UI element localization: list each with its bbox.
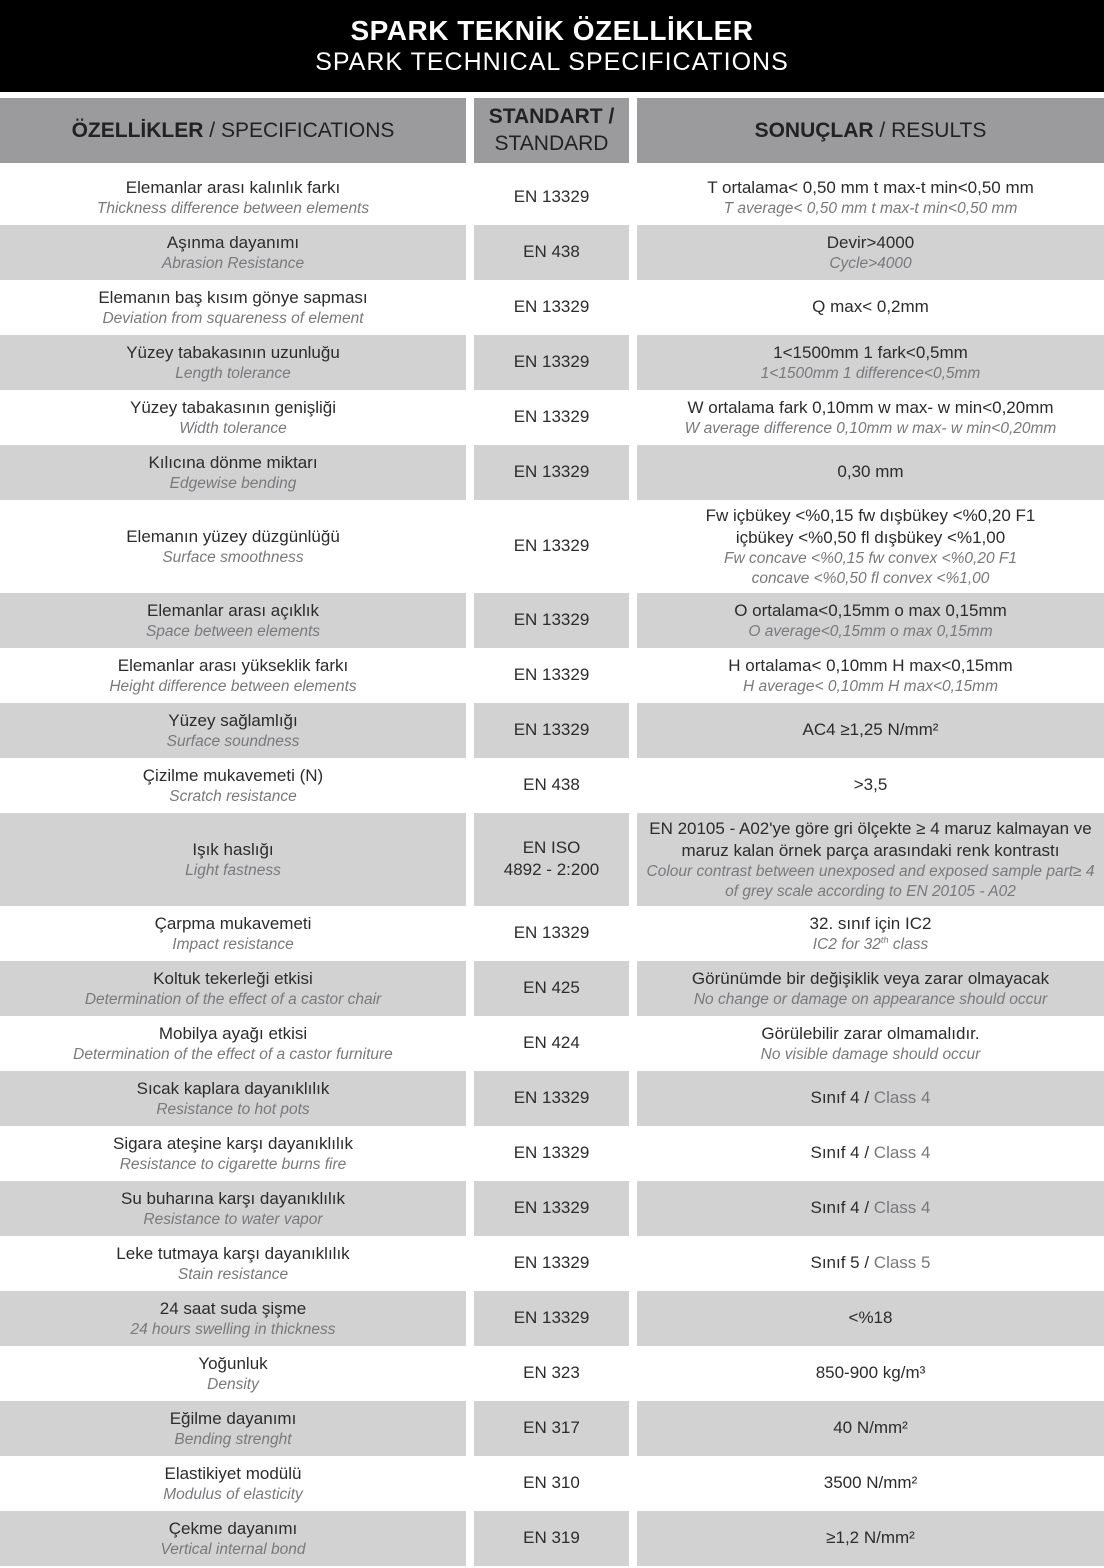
spec-cell <box>0 813 466 906</box>
column-header-specifications <box>0 98 466 163</box>
table-row <box>0 813 1104 906</box>
spec-name-tr: Işık haslığı <box>192 839 274 859</box>
spec-name-en: Light fastness <box>185 861 281 879</box>
result-value-tr: içbükey <%0,50 fl dışbükey <%1,00 <box>735 528 1006 548</box>
result-cell <box>637 1346 1104 1401</box>
result-cell <box>637 593 1104 648</box>
result-value-en: IC2 for 32th class <box>812 934 929 953</box>
table-row <box>0 1291 1104 1346</box>
result-value-tr: 1<1500mm 1 fark<0,5mm <box>773 342 968 362</box>
spec-name-en: Deviation from squareness of element <box>102 309 364 327</box>
table-row <box>0 703 1104 758</box>
result-value-tr: Devir>4000 <box>826 232 915 252</box>
standard-cell <box>474 1016 629 1071</box>
spec-name-en: Length tolerance <box>175 364 291 382</box>
standard-value: EN 310 <box>523 1473 580 1493</box>
table-row <box>0 225 1104 280</box>
table-row <box>0 335 1104 390</box>
result-cell <box>637 906 1104 961</box>
result-value-tr: AC4 ≥1,25 N/mm² <box>802 720 939 740</box>
standard-cell <box>474 813 629 906</box>
table-row <box>0 1346 1104 1401</box>
result-value-tr: Sınıf 5 / Class 5 <box>810 1253 931 1273</box>
standard-cell <box>474 335 629 390</box>
standard-cell <box>474 445 629 500</box>
standard-cell <box>474 1291 629 1346</box>
standard-value: EN 13329 <box>513 923 590 943</box>
column-header-specifications-en: SPECIFICATIONS <box>220 118 395 142</box>
page-title-en: SPARK TECHNICAL SPECIFICATIONS <box>315 48 789 77</box>
result-cell <box>637 1511 1104 1566</box>
result-value-en: No visible damage should occur <box>760 1045 981 1063</box>
column-header-specifications-sep: / <box>203 118 221 142</box>
spec-name-en: Impact resistance <box>172 935 294 953</box>
spec-name-tr: Elemanın yüzey düzgünlüğü <box>126 526 340 546</box>
result-value-tr: maruz kalan örnek parça arasındaki renk kontrastı <box>681 841 1060 861</box>
result-cell <box>637 813 1104 906</box>
standard-value: EN 13329 <box>513 665 590 685</box>
result-value-en-inline: Class 5 <box>869 1253 931 1273</box>
spec-name-tr: Elemanlar arası açıklık <box>147 600 319 620</box>
spec-name-tr: 24 saat suda şişme <box>159 1298 307 1318</box>
result-cell <box>637 1456 1104 1511</box>
spec-name-en: Thickness difference between elements <box>96 199 370 217</box>
spec-name-tr: Sigara ateşine karşı dayanıklılık <box>112 1133 353 1153</box>
standard-value: EN 13329 <box>513 1308 590 1328</box>
table-row <box>0 1071 1104 1126</box>
result-value-tr: 850-900 kg/m³ <box>815 1363 926 1383</box>
standard-value: EN 323 <box>523 1363 580 1383</box>
spec-name-en: Vertical internal bond <box>160 1540 306 1558</box>
result-value-en: T average< 0,50 mm t max-t min<0,50 mm <box>723 199 1018 217</box>
spec-cell <box>0 170 466 225</box>
spec-name-en: Height difference between elements <box>109 677 357 695</box>
standard-value: EN 425 <box>523 978 580 998</box>
result-value-tr: Sınıf 4 / Class 4 <box>810 1198 931 1218</box>
spec-name-tr: Leke tutmaya karşı dayanıklılık <box>116 1243 350 1263</box>
standard-value: EN ISO <box>522 838 581 858</box>
result-value-en: H average< 0,10mm H max<0,15mm <box>743 677 998 695</box>
spec-cell <box>0 1236 466 1291</box>
standard-cell <box>474 1126 629 1181</box>
column-header-results-en: RESULTS <box>891 118 987 142</box>
spec-name-en: Modulus of elasticity <box>163 1485 303 1503</box>
table-row <box>0 280 1104 335</box>
standard-value: EN 438 <box>523 242 580 262</box>
table-row <box>0 1401 1104 1456</box>
spec-name-tr: Yüzey sağlamlığı <box>168 710 298 730</box>
spec-name-tr: Koltuk tekerleği etkisi <box>153 968 313 988</box>
result-value-tr: Fw içbükey <%0,15 fw dışbükey <%0,20 F1 <box>705 506 1036 525</box>
spec-name-en: Space between elements <box>145 622 321 640</box>
result-value-en: No change or damage on appearance should occur <box>693 990 1048 1008</box>
standard-cell <box>474 1236 629 1291</box>
spec-cell <box>0 500 466 593</box>
result-cell <box>637 170 1104 225</box>
spec-cell <box>0 225 466 280</box>
standard-value: EN 13329 <box>513 1198 590 1218</box>
spec-name-en: Determination of the effect of a castor furniture <box>73 1045 393 1063</box>
result-value-tr: Görünümde bir değişiklik veya zarar olmayacak <box>691 968 1050 988</box>
result-cell <box>637 390 1104 445</box>
result-value-tr: Q max< 0,2mm <box>812 297 929 317</box>
standard-cell <box>474 961 629 1016</box>
standard-value: EN 13329 <box>513 536 590 556</box>
spec-cell <box>0 1511 466 1566</box>
spec-cell <box>0 703 466 758</box>
spec-name-tr: Elastikiyet modülü <box>164 1463 302 1483</box>
table-row <box>0 1181 1104 1236</box>
spec-name-tr: Yüzey tabakasının genişliği <box>129 397 337 417</box>
column-header-standard-en: STANDARD <box>494 131 609 155</box>
spec-cell <box>0 335 466 390</box>
spec-name-tr: Kılıcına dönme miktarı <box>148 452 318 472</box>
spec-name-tr: Mobilya ayağı etkisi <box>158 1023 308 1043</box>
table-row <box>0 1016 1104 1071</box>
standard-cell <box>474 1346 629 1401</box>
standard-value: EN 13329 <box>513 407 590 427</box>
spec-cell <box>0 1181 466 1236</box>
spec-cell <box>0 280 466 335</box>
standard-value: EN 13329 <box>513 1088 590 1108</box>
standard-cell <box>474 703 629 758</box>
standard-cell <box>474 648 629 703</box>
result-cell <box>637 1236 1104 1291</box>
spec-cell <box>0 648 466 703</box>
result-value-tr: ≥1,2 N/mm² <box>826 1528 915 1548</box>
standard-cell <box>474 170 629 225</box>
result-cell <box>637 703 1104 758</box>
specifications-table <box>0 98 1104 1566</box>
spec-cell <box>0 1346 466 1401</box>
result-cell <box>637 1181 1104 1236</box>
result-cell <box>637 1016 1104 1071</box>
table-row <box>0 1236 1104 1291</box>
result-cell <box>637 1071 1104 1126</box>
standard-value: EN 438 <box>523 775 580 795</box>
column-header-standard-tr: STANDART / <box>488 105 615 129</box>
table-row <box>0 500 1104 593</box>
result-cell <box>637 1126 1104 1181</box>
standard-cell <box>474 1511 629 1566</box>
spec-name-tr: Eğilme dayanımı <box>169 1408 297 1428</box>
spec-name-en: Bending strenght <box>174 1430 292 1448</box>
standard-value: EN 319 <box>523 1528 580 1548</box>
result-cell <box>637 445 1104 500</box>
spec-name-tr: Çizilme mukavemeti (N) <box>142 765 324 785</box>
page-title-tr: SPARK TEKNİK ÖZELLİKLER <box>350 14 754 46</box>
result-value-tr: H ortalama< 0,10mm H max<0,15mm <box>728 655 1013 675</box>
table-row <box>0 906 1104 961</box>
column-header-results-sep: / <box>873 118 892 142</box>
result-value-tr: Sınıf 4 / Class 4 <box>810 1088 931 1108</box>
column-header-results-tr: SONUÇLAR <box>754 118 874 142</box>
spec-name-tr: Elemanlar arası yükseklik farkı <box>117 655 349 675</box>
result-value-tr: T ortalama< 0,50 mm t max-t min<0,50 mm <box>707 177 1034 197</box>
spec-name-tr: Çarpma mukavemeti <box>154 913 312 933</box>
spec-name-tr: Elemanın baş kısım gönye sapması <box>98 287 368 307</box>
standard-cell <box>474 593 629 648</box>
result-value-en: Colour contrast between unexposed and exposed sample part≥ 4 <box>646 863 1095 881</box>
standard-cell <box>474 1181 629 1236</box>
table-row <box>0 758 1104 813</box>
spec-name-tr: Yüzey tabakasının uzunluğu <box>126 342 340 362</box>
table-row <box>0 593 1104 648</box>
spec-cell <box>0 961 466 1016</box>
result-value-tr: Sınıf 4 / Class 4 <box>810 1143 931 1163</box>
spec-cell <box>0 593 466 648</box>
result-value-tr: Görülebilir zarar olmamalıdır. <box>761 1023 980 1043</box>
standard-cell <box>474 500 629 593</box>
spec-cell <box>0 1016 466 1071</box>
result-value-en: O average<0,15mm o max 0,15mm <box>748 622 993 640</box>
result-value-tr: <%18 <box>848 1308 893 1328</box>
spec-name-tr: Aşınma dayanımı <box>166 232 300 252</box>
spec-cell <box>0 1071 466 1126</box>
spec-name-en: Resistance to cigarette burns fire <box>119 1155 347 1173</box>
table-row <box>0 648 1104 703</box>
standard-cell <box>474 758 629 813</box>
spec-name-en: 24 hours swelling in thickness <box>130 1320 336 1338</box>
spec-name-tr: Elemanlar arası kalınlık farkı <box>125 177 341 197</box>
standard-cell <box>474 906 629 961</box>
table-row <box>0 445 1104 500</box>
standard-value: EN 13329 <box>513 610 590 630</box>
standard-cell <box>474 280 629 335</box>
standard-value: EN 13329 <box>513 297 590 317</box>
result-value-tr: EN 20105 - A02'ye göre gri ölçekte ≥ 4 maruz kalmayan ve <box>649 818 1092 838</box>
result-value-tr: 0,30 mm <box>837 462 904 482</box>
result-value-en: concave <%0,50 fl convex <%1,00 <box>751 569 990 587</box>
result-cell <box>637 280 1104 335</box>
result-value-en: W average difference 0,10mm w max- w min<0,20mm <box>684 419 1057 437</box>
spec-name-tr: Çekme dayanımı <box>168 1518 298 1538</box>
spec-name-en: Abrasion Resistance <box>161 254 305 272</box>
result-value-tr: 32. sınıf için IC2 <box>809 913 932 933</box>
spec-cell <box>0 445 466 500</box>
result-value-tr: >3,5 <box>853 775 888 795</box>
table-row <box>0 390 1104 445</box>
column-header-standard <box>474 98 629 163</box>
result-value-en: of grey scale according to EN 20105 - A02 <box>725 882 1016 900</box>
result-value-tr: 3500 N/mm² <box>823 1473 918 1493</box>
result-value-en-inline: Class 4 <box>869 1143 931 1163</box>
result-cell <box>637 758 1104 813</box>
spec-name-tr: Su buharına karşı dayanıklılık <box>121 1188 345 1208</box>
spec-name-en: Width tolerance <box>179 419 287 437</box>
column-header-specifications-tr: ÖZELLİKLER <box>71 118 204 142</box>
result-value-en: Cycle>4000 <box>829 254 912 272</box>
standard-value: EN 13329 <box>513 720 590 740</box>
table-row <box>0 170 1104 225</box>
table-row <box>0 961 1104 1016</box>
standard-value: EN 13329 <box>513 1253 590 1273</box>
standard-value: 4892 - 2:200 <box>503 860 600 880</box>
result-value-en-inline: Class 4 <box>869 1088 931 1108</box>
standard-value: EN 424 <box>523 1033 580 1053</box>
standard-cell <box>474 1401 629 1456</box>
spec-name-en: Surface smoothness <box>162 548 304 566</box>
standard-cell <box>474 390 629 445</box>
standard-value: EN 13329 <box>513 187 590 207</box>
spec-name-en: Resistance to water vapor <box>143 1210 323 1228</box>
spec-cell <box>0 1291 466 1346</box>
spec-cell <box>0 758 466 813</box>
table-row <box>0 1511 1104 1566</box>
table-row <box>0 1126 1104 1181</box>
spec-cell <box>0 1401 466 1456</box>
standard-value: EN 317 <box>523 1418 580 1438</box>
spec-name-tr: Sıcak kaplara dayanıklılık <box>136 1078 330 1098</box>
result-cell <box>637 961 1104 1016</box>
result-value-en-inline: Class 4 <box>869 1198 931 1218</box>
standard-cell <box>474 1071 629 1126</box>
column-header-row <box>0 98 1104 163</box>
standard-cell <box>474 1456 629 1511</box>
title-band <box>0 0 1104 92</box>
result-cell <box>637 225 1104 280</box>
spec-name-en: Scratch resistance <box>169 787 297 805</box>
result-cell <box>637 1401 1104 1456</box>
column-header-results <box>637 98 1104 163</box>
spec-name-en: Edgewise bending <box>169 474 297 492</box>
result-cell <box>637 500 1104 593</box>
result-value-tr: O ortalama<0,15mm o max 0,15mm <box>734 600 1007 620</box>
standard-value: EN 13329 <box>513 352 590 372</box>
result-value-en: 1<1500mm 1 difference<0,5mm <box>760 364 981 382</box>
spec-cell <box>0 390 466 445</box>
standard-value: EN 13329 <box>513 462 590 482</box>
spec-name-en: Density <box>207 1375 259 1393</box>
spec-name-en: Determination of the effect of a castor chair <box>84 990 382 1008</box>
spec-name-tr: Yoğunluk <box>198 1353 268 1373</box>
result-value-tr: W ortalama fark 0,10mm w max- w min<0,20mm <box>687 397 1054 417</box>
spec-name-en: Surface soundness <box>166 732 300 750</box>
spec-cell <box>0 1126 466 1181</box>
standard-value: EN 13329 <box>513 1143 590 1163</box>
result-cell <box>637 1291 1104 1346</box>
spec-name-en: Stain resistance <box>177 1265 289 1283</box>
spec-cell <box>0 1456 466 1511</box>
table-row <box>0 1456 1104 1511</box>
table-body <box>0 170 1104 1566</box>
result-cell <box>637 648 1104 703</box>
standard-cell <box>474 225 629 280</box>
spec-name-en: Resistance to hot pots <box>156 1100 310 1118</box>
result-value-tr: 40 N/mm² <box>833 1418 908 1438</box>
result-value-en: Fw concave <%0,15 fw convex <%0,20 F1 <box>724 550 1017 568</box>
spec-cell <box>0 906 466 961</box>
result-cell <box>637 335 1104 390</box>
